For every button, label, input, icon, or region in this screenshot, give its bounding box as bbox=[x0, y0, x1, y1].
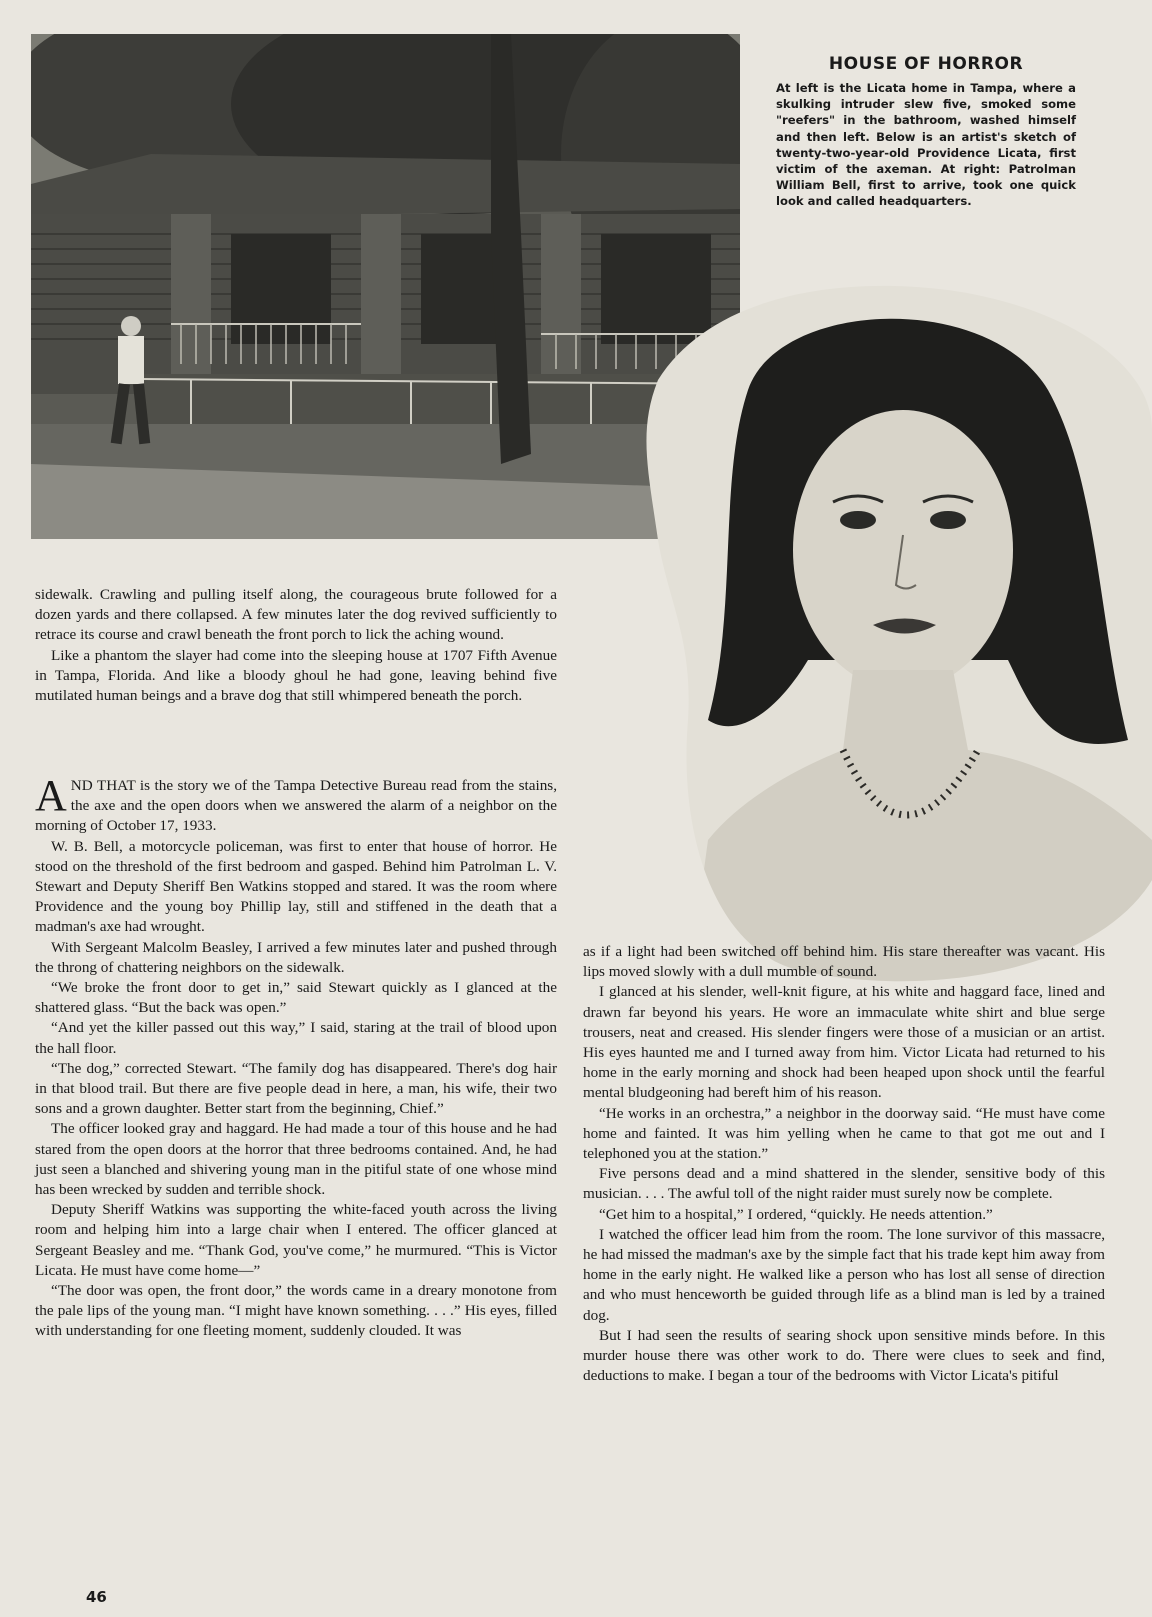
paragraph: “We broke the front door to get in,” said Stewart quickly as I glanced at the shattered glass. “But the back was open.” bbox=[35, 979, 557, 1017]
section-lead-text: ND THAT is the story we of the Tampa Detective Bureau read from the stains, the axe and the open doors when we answered the alarm of a neighbor on the morning of October 17, 1933. bbox=[35, 777, 557, 835]
paragraph: “The dog,” corrected Stewart. “The family dog has disappeared. There's dog hair in that blood trail. But there are five people dead in here, a man, his wife, their two sons and a grown daughter. Better start from the beginning, Chief.” bbox=[35, 1059, 557, 1118]
paragraph: W. B. Bell, a motorcycle policeman, was first to enter that house of horror. He stood on the threshold of the first bedroom and gasped. Behind him Patrolman L. V. Stewart and Deputy Sheriff Ben Watkins stopped and stared. It was the room where Providence and the young boy Phillip lay, still and stiffened in the death that a madman's axe had wrought. bbox=[35, 837, 557, 936]
paragraph: Deputy Sheriff Watkins was supporting the white-faced youth across the living room and helping him into a large chair when I entered. The officer glanced at Sergeant Beasley and me. “Thank God, you've come,” he murmured. “This is Victor Licata. He must have come home—” bbox=[35, 1201, 557, 1279]
paragraph: “He works in an orchestra,” a neighbor in the doorway said. “He must have come home and fainted. It was him yelling when he came to that got me out and I telephoned you at the station.” bbox=[583, 1104, 1105, 1163]
column-one-top bbox=[35, 585, 557, 706]
paragraph: The officer looked gray and haggard. He had made a tour of this house and he had stared from the open doors at the horror that three bedrooms contained. And, he had just seen a blanched and shivering young man in the pitiful state of one whose mind has been wrecked by sudden and terrible shock. bbox=[35, 1120, 557, 1199]
caption-text: At left is the Licata home in Tampa, where a skulking intruder slew five, smoked some "reefers" in the bathroom, washed himself and then left. Below is an artist's sketch of twenty-two-year-old Providence Licata, first victim of the axeman. At right: Patrolman William Bell, first to arrive, took one quick look and called headquarters. bbox=[776, 81, 1076, 209]
paragraph: Five persons dead and a mind shattered in the slender, sensitive body of this musician. . . . The awful toll of the night raider must surely now be complete. bbox=[583, 1165, 1105, 1203]
paragraph: I glanced at his slender, well-knit figure, at his white and haggard face, lined and drawn far beyond his years. He wore an immaculate white shirt and blue serge trousers, neat and creased. His slender fingers were those of a musician or an artist. His eyes haunted me and I turned away from him. Victor Licata had returned to his home in the early morning and shock had been heaped upon shock until the fearful mental bludgeoning had bereft him of his reason. bbox=[583, 983, 1105, 1102]
paragraph: “And yet the killer passed out this way,” I said, staring at the trail of blood upon the hall floor. bbox=[35, 1019, 557, 1057]
portrait-sketch bbox=[628, 280, 1152, 988]
paragraph: as if a light had been switched off behind him. His stare thereafter was vacant. His lips moved slowly with a dull mumble of sound. bbox=[583, 943, 1105, 981]
paragraph: sidewalk. Crawling and pulling itself along, the courageous brute followed for a dozen yards and there collapsed. A few minutes later the dog revived sufficiently to retrace its course and crawl beneath the front porch to lick the aching wound. bbox=[35, 586, 557, 644]
section-lead bbox=[35, 771, 557, 837]
paragraph: Like a phantom the slayer had come into the sleeping house at 1707 Fifth Avenue in Tampa, Florida. And like a bloody ghoul he had gone, leaving behind five mutilated human beings and a brave dog that still whimpered beneath the porch. bbox=[35, 646, 557, 705]
paragraph: With Sergeant Malcolm Beasley, I arrived a few minutes later and pushed through the throng of chattering neighbors on the sidewalk. bbox=[35, 938, 557, 976]
paragraph: But I had seen the results of searing shock upon sensitive minds before. In this murder house there was other work to do. There were clues to seek and find, deductions to make. I began a tour of the bedrooms with Victor Licata's pitiful bbox=[583, 1326, 1105, 1385]
paragraph: “Get him to a hospital,” I ordered, “quickly. He needs attention.” bbox=[599, 1205, 993, 1223]
drop-cap: A bbox=[35, 771, 67, 820]
portrait-illustration bbox=[628, 280, 1152, 988]
paragraph: “The door was open, the front door,” the words came in a dreary monotone from the pale lips of the young man. “I might have known something. . . .” His eyes, filled with understanding for one fleeting moment, suddenly clouded. It was bbox=[35, 1282, 557, 1340]
caption-title: HOUSE OF HORROR bbox=[828, 54, 1024, 74]
photo-caption bbox=[776, 54, 1076, 210]
column-two bbox=[583, 942, 1105, 1386]
column-one bbox=[35, 771, 557, 1342]
page-number: 46 bbox=[86, 1588, 107, 1606]
paragraph: I watched the officer lead him from the room. The lone survivor of this massacre, he had missed the madman's axe by the simple fact that his trade kept him away from home in the early night. He walked like a person who has lost all sense of direction and who must henceworth be guided through life as a blind man is led by a trained dog. bbox=[583, 1225, 1105, 1324]
